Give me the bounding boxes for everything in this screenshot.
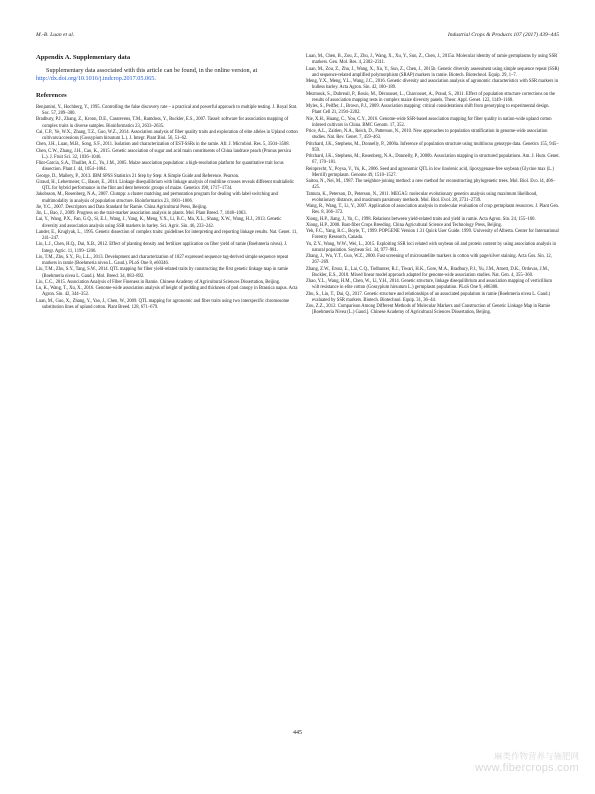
running-header-authors: M.-B. Luan et al. <box>36 32 75 38</box>
watermark <box>475 752 579 774</box>
reference-entry: Yeh, F.C., Yang, R.C., Boyle, T., 1999. POPGENE Version 1.31 Quick User Guide. 1999. University of Alberta. Center for International Forestry Research, Canada. <box>306 229 559 241</box>
reference-entry: Myles, S., Peiffer, J., Brown, P.J., 2009. Association mapping: critical considerations shift from genotyping to experimental design. Plant Cell 21, 2194–2202. <box>306 104 550 116</box>
reference-entry: Zhao, Y.L., Wang, H.M., Chen, W., Li, Y.H., 2014. Genetic structure, linkage disequilibrium and association mapping of verticillium wilt resistance in elite cotton (Gossypium hirsutum L.) germplasm population. PLoS One 9, e86308. <box>306 279 552 291</box>
left-column <box>36 54 298 311</box>
reference-entry: Zhang, Z.W., Ersoz, E., Lai, C.Q., Todhunter, R.J., Tiwari, H.K., Gore, M.A., Bradbury, P.J., Yu, J.M., Arnett, D.K., Ordovas, J.M., Buckler, E.S., 2010. Mixed linear model approach adapted for genome-wide association studies. Nat. Gen. 4, 355–360. <box>306 266 550 278</box>
watermark-url: www.fibercrops.com <box>475 762 579 774</box>
reference-entry: Jie, Y.C., 2007. Descriptors and Data Standard for Ramie. China Agricultural Press, Beijing. <box>36 204 208 210</box>
reference-entry: Mezmouk, S., Dubreuil, P., Bosio, M., Décousset, L., Charcosset, A., Praud, S., 2011. Effect of population structure corrections on the results of association mapping tests in complex maize diversity panels. Theor. Appl. Genet. 122, 1149–1160. <box>306 91 556 103</box>
right-column <box>306 54 560 317</box>
appendix-text-end: . <box>154 75 156 83</box>
reference-entry: Pritchard, J.K., Stephens, M., Rosenberg, N.A., Donnelly, P., 2000b. Association mapping in structured populations. Am. J. Hum. Genet. 67, 170–181. <box>306 154 560 166</box>
reference-entry: Chen, J.H., Luan, M.B., Song, S.F., 2011. Isolation and characterization of EST-SSRs in the ramie. Afr. J. Microbiol. Res. 5, 3504–3508. <box>36 142 290 148</box>
reference-entry: Yu, Z.Y., Wang, W.W., Wei, L., 2015. Exploiting SSR loci related with soybean oil and protein content by using association analysis in natural population. Soybean Sci. 34, 977–981. <box>306 241 557 253</box>
supplementary-doi-link[interactable]: http://dx.doi.org/10.1016/j.indcrop.2017.05.065 <box>36 75 155 83</box>
running-header-journal: Industrial Crops & Products 107 (2017) 439–445 <box>447 32 559 38</box>
reference-entry: Meng, Y.X., Meng, Y.L., Wang, J.C., 2016. Genetic diversity and association analysis of agronomic characteristics with SSR markers in hulless barley. Acta Agron. Sin. 42, 180–189. <box>306 79 559 91</box>
reference-entry: Liu, T.M., Zhu, S.Y., Fu, L.L., 2013. Development and characterization of 1827 expressed sequence tag-derived simple sequence repeat markers in ramie (Boehmeria nivea L. Gaud.). PLoS One 8, e60346. <box>36 254 289 267</box>
reference-entry: Zhu, S., Liu, T., Dai, Q., 2017. Genetic structure and relationships of an associated population in ramie (Boehmeria nivea L. Gaud.) evaluated by SSR markers. Biotech. Biotechnol. Equip. 31, 36–44. <box>306 291 551 303</box>
reference-entry: Liu, C.C., 2015. Association Analysis of Fiber Fineness in Ramie. Chinese Academy of Agricultural Sciences Dissertation, Beijing. <box>36 279 281 285</box>
reference-entry: Liu, L.J., Chen, H.Q., Dai, X.B., 2012. Effect of planting density and fertilizer application on fiber yield of ramie (Boehmeria nivea). J. Integr. Agric. 11, 1199–1206. <box>36 242 288 254</box>
reference-entry: Cai, C.P., Ye, W.X., Zhang, T.Z., Guo, W.Z., 2014. Association analysis of fiber quality traits and exploration of elite alleles in Upland cotton cultivars/accessions (Gossypium hirsutum L.). J. Integr. Plant Biol. 56, 51–62. <box>36 129 298 142</box>
reference-entry: Bradbury, P.J., Zhang, Z., Kroon, D.E., Casstevens, T.M., Ramdoss, Y., Buckler, E.S., 2007. Tassel: software for association mapping of complex traits in diverse samples. Bioinformatics 23, 2633–2635. <box>36 117 289 129</box>
appendix-heading: Appendix A. Supplementary data <box>36 54 131 61</box>
reference-entry: Benjamini, Y., Hochberg, Y., 1995. Controlling the false discovery rate – a practical and powerful approach to multiple testing. J. Royal Stat. Soc. 57, 289–300. <box>36 104 298 117</box>
page-number: 445 <box>293 730 302 736</box>
reference-entry: Luan, M., Zou, Z., Zhu, J., Wang, X., Xu, Y., Sun, Z., Chen, J., 2015b. Genetic diversity assessment using simple sequence repeat (SSR) and sequence-related amplified polymorphism (SRAP) markers in ramie. Biotech. Biotechnol. Equip. 29, 1–7. <box>306 66 560 78</box>
reference-entry: Tamura, K., Peterson, D., Peterson, N., 2011. MEGA5: molecular evolutionary genetics analysis using maximum likelihood, evolutionary distance, and maximum parsimony methods. Mol. Biol. Evol. 28, 2731–2739. <box>306 191 538 203</box>
reference-entry: Jakobsson, M., Rosenberg, N.A., 2007. Clumpp: a cluster matching and permutation program for dealing with label switching and multimodality in analysis of population structure. Bioinformatics 23, 1801–1806. <box>36 192 278 204</box>
reference-entry: Zou, Z.Z., 2012. Comparison Among Different Methods of Molecular Markers and Construction of Genetic Linkage Map in Ramie [Boehmeria Nivea (L.) Gaud.]. Chinese Academy of Agricultural Sciences Dissertation, Beijing. <box>306 304 551 316</box>
appendix-paragraph <box>36 67 298 84</box>
reference-entry: Reinprecht, Y., Poysa, V., Yu, K., 2006. Seed and agronomic QTL in low linolenic acid, lipoxygenase-free soybean (Glycine max (L.) Merrill) germplasm. Genome 49, 1510–1527. <box>306 166 554 178</box>
reference-entry: Xiong, H.P., Jiang, J., Yu, C., 1998. Relations between yield-related traits and yield in ramie. Acta Agron. Sin. 24, 155–160. <box>306 216 536 222</box>
reference-list-right <box>306 54 560 317</box>
reference-entry: Lai, Y., Wang, P.X., Fan, G.Q., Si, E.J., Wang, J., Yang, K., Meng, Y.X., Li, B.C., Ma, X.L., Shang, X.W., Wang, H.J., 2013. Genetic diversity and association analysis using SSR markers in barley. Sci. Agric. Sin. 46, 233–242. <box>36 217 282 229</box>
watermark-site-name: 麻类作物营养与施肥网 <box>493 752 579 762</box>
reference-entry: Lander, E., Kruglyak, L., 1995. Genetic dissection of complex traits: guidelines for interpreting and reporting linkage results. Nat. Genet. 11, 241–247. <box>36 229 298 242</box>
appendix-text: Supplementary data associated with this article can be found, in the online version, at <box>46 67 258 74</box>
reference-entry: Price, A.L., Zaitlen, N.A., Reich, D., Patterson, N., 2010. New approaches to population stratification in genome-wide association studies. Nat. Rev. Genet. 7, 459–463. <box>306 129 548 141</box>
reference-entry: Luan, M., Chen, B., Zou, Z., Zhu, J., Wang, X., Xu, Y., Sun, Z., Chen, J., 2015a. Molecular identity of ramie germplasms by using SSR markers. Gen. Mol. Res. 4, 2302–2311. <box>306 54 558 66</box>
reference-entry: Xiong, H.P., 2008. Bast-fiber Crops Breeding. China Agricultural Science and Technology Press, Beijing. <box>306 222 503 228</box>
reference-entry: Nie, X.H., Huang, C., You, C.Y., 2016. Genome-wide SSR-based association mapping for fiber quality in nation-wide upland cotton inbreed cultivars in China. BMC Genom. 17, 352. <box>306 116 552 128</box>
reference-entry: Wang, R., Wang, T., Li, Y., 2007. Application of association analysis in molecular evaluation of crop germplasm resources. J. Plant Gen. Res. 8, 366–372. <box>306 204 560 216</box>
reference-entry: Zhang, J., Wu, Y.T., Guo, W.Z., 2000. Fast screening of microsatellite markers in cotton with page/silver staining. Acta Gos. Sin. 12, 267–269. <box>306 254 552 266</box>
reference-entry: Pritchard, J.K., Stephens, M., Donnelly, P., 2000a. Inference of population structure using multilocus genotype data. Genetics 155, 945–959. <box>306 141 559 153</box>
reference-entry: Luan, M., Guo, X., Zhang, Y., Yao, J., Chen, W., 2009. QTL mapping for agronomic and fiber traits using two interspecific chromosome substitution lines of upland cotton. Plant Breed. 128, 671–679. <box>36 298 290 310</box>
reference-entry: Flint-Garcia, S.A., Thuillet, A.C., Yu, J.M., 2005. Maize association population: a high-resolution platform for quantitative trait locus dissection. Plant J. 44, 1054–1064. <box>36 161 284 173</box>
reference-entry: Jin, L., Bao, J., 2009. Progress on the trait-marker association analysis in plants. Mol. Plant Breed. 7, 1048–1063. <box>36 211 247 217</box>
references-heading: References <box>36 91 67 99</box>
reference-entry: Giraud, H., Lehermeier, C., Bauer, E., 2014. Linkage disequilibrium with linkage analysis of multiline crosses reveals different multiallelic QTL for hybrid performance in the flint and dent heterotic groups of maize. Genetics 198, 1717–1734. <box>36 179 295 192</box>
reference-list-left <box>36 105 298 311</box>
reference-entry: Liu, T.M., Zhu, S.Y., Tang, S.W., 2014. QTL mapping for fiber yield-related traits by constructing the first genetic linkage map in ramie (Boehmeria nivea L. Gaud.). Mol. Breed. 34, 883–892. <box>36 267 289 279</box>
reference-entry: Chen, C.W., Zhang, J.H., Cao, K., 2015. Genetic association of sugar and acid main constituents of China landrace peach (Prunus persica L.). J. Fruit Sci. 32, 1036–1046. <box>36 148 291 160</box>
reference-entry: Lu, K., Wang, T., Xu, X., 2016. Genome-wide association analysis of height of podding and thickness of pod canopy in Brassica napus. Acta Agron. Sin. 42, 344–352. <box>36 286 298 298</box>
reference-entry: Saitou, N., Nei, M., 1987. The neighbor-joining method: a new method for reconstructing phylogenetic trees. Mol. Biol. Evo. l4, 406–425. <box>306 179 556 191</box>
reference-entry: George, D., Mallery, P., 2013. IBM SPSS Statistics 21 Step by Step: A Simple Guide and Reference. Pearson. <box>36 173 240 179</box>
